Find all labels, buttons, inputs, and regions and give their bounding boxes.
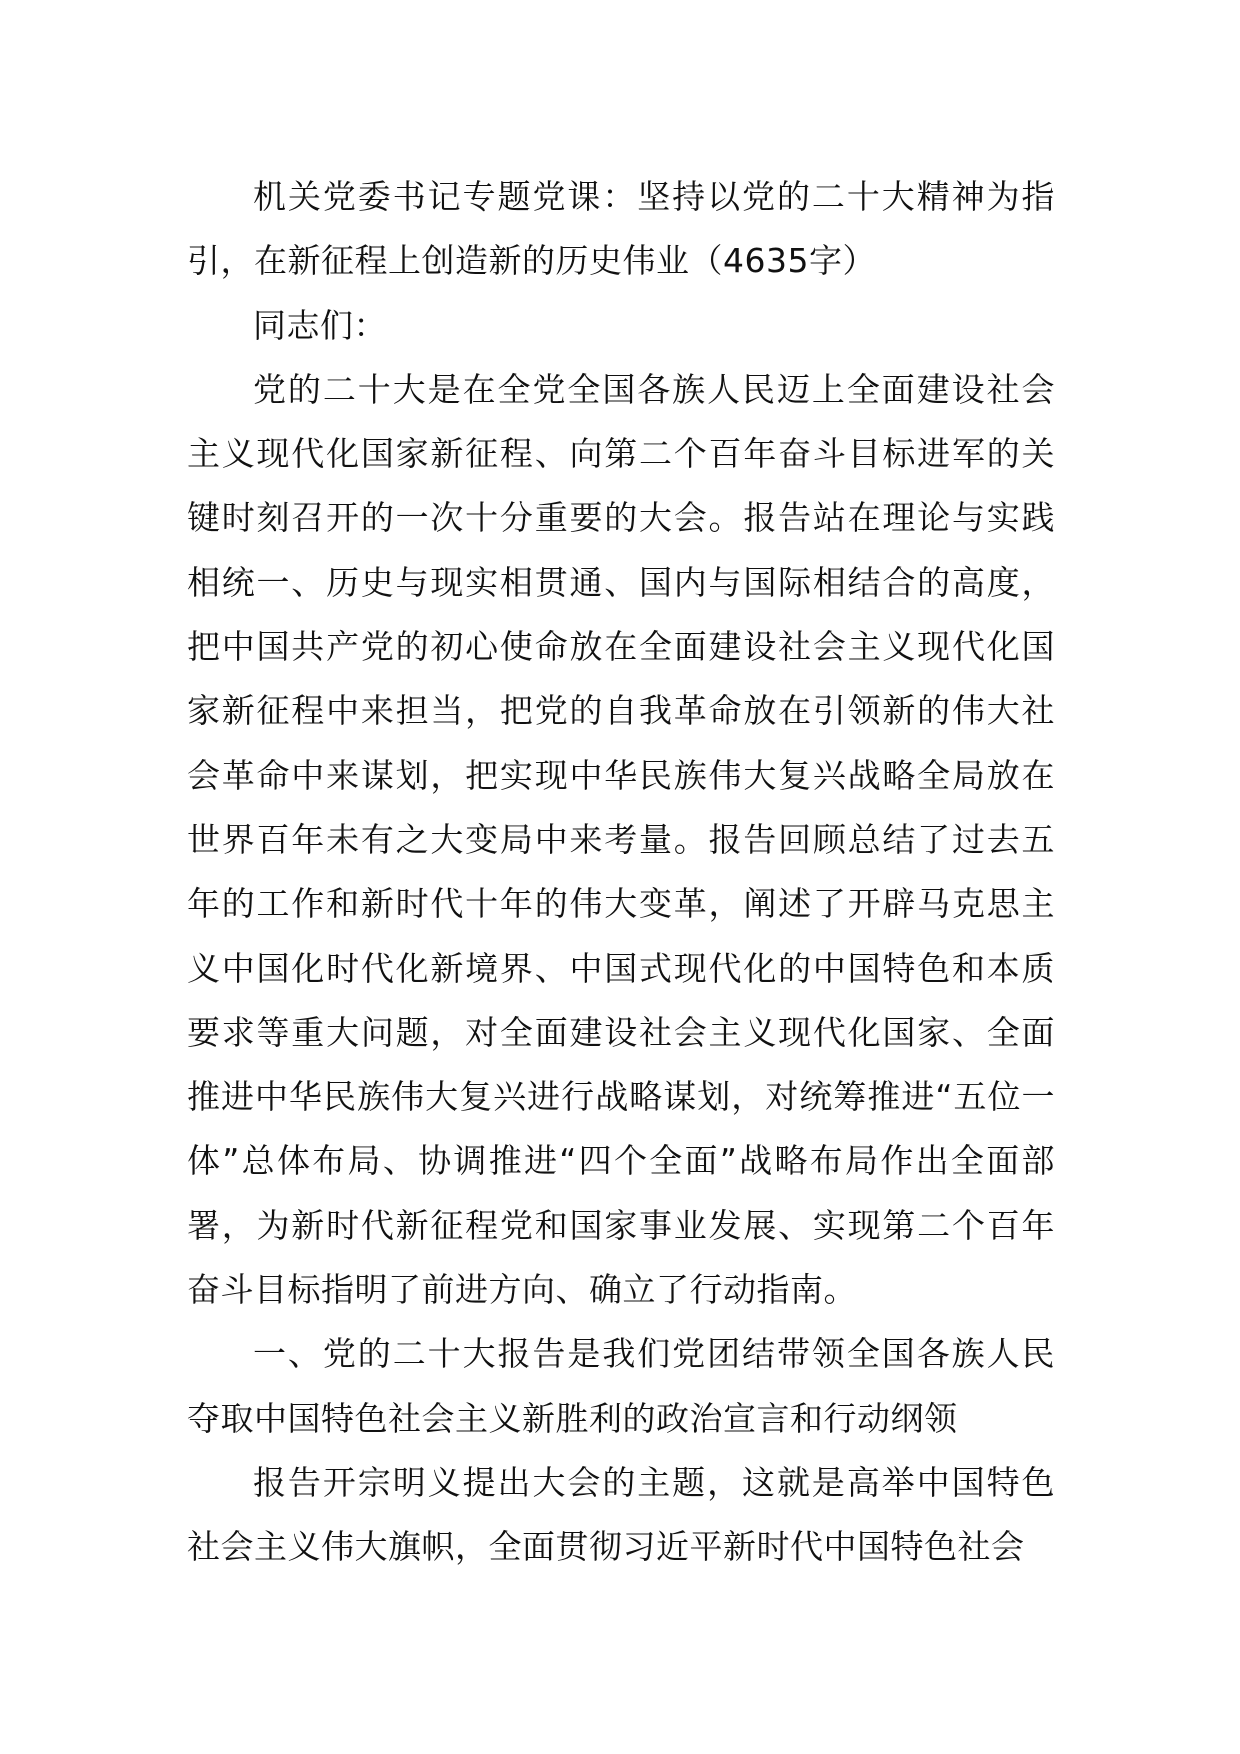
salutation: 同志们： xyxy=(253,305,387,345)
section-heading: 一、党的二十大报告是我们党团结带领全国各族人民夺取中国特色社会主义新胜利的政治宣言和行动纲领 xyxy=(187,1334,1055,1438)
document-body xyxy=(187,165,1055,1580)
body-paragraph: 报告开宗明义提出大会的主题，这就是高举中国特色社会主义伟大旗帜，全面贯彻习近平新时代中国特色社会 xyxy=(187,1462,1055,1567)
document-title: 机关党委书记专题党课：坚持以党的二十大精神为指引，在新征程上创造新的历史伟业（4635字） xyxy=(187,177,1055,281)
body-paragraph: 党的二十大是在全党全国各族人民迈上全面建设社会主义现代化国家新征程、向第二个百年奋斗目标进军的关键时刻召开的一次十分重要的大会。报告站在理论与实践相统一、历史与现实相贯通、国内与国际相结合的高度，把中国共产党的初心使命放在全面建设社会主义现代化国家新征程中来担当，把党的自我革命放在引领新的伟大社会革命中来谋划，把实现中华民族伟大复兴战略全局放在世界百年未有之大变局中来考量。报告回顾总结了过去五年的工作和新时代十年的伟大变革，阐述了开辟马克思主义中国化时代化新境界、中国式现代化的中国特色和本质要求等重大问题，对全面建设社会主义现代化国家、全面推进中华民族伟大复兴进行战略谋划，对统筹推进“五位一体”总体布局、协调推进“四个全面”战略布局作出全面部署，为新时代新征程党和国家事业发展、实现第二个百年奋斗目标指明了前进方向、确立了行动指南。 xyxy=(187,369,1055,1310)
